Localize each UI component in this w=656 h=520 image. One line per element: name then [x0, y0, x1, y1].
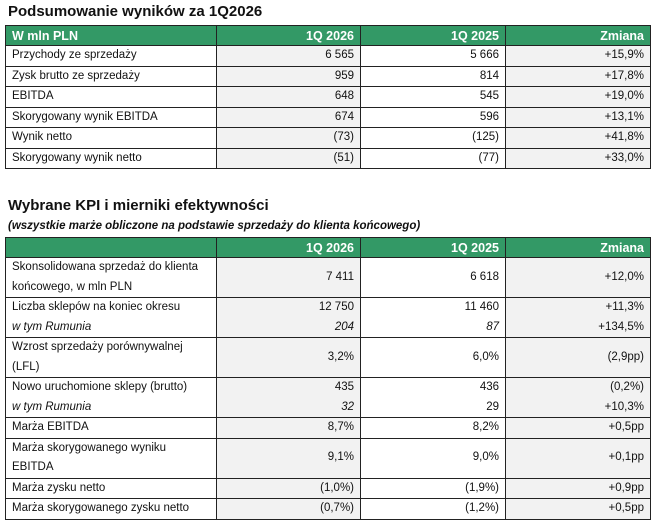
value-1q2026: 3,2%	[217, 338, 361, 378]
value-1q2025: (1,9%)	[361, 478, 506, 499]
value-change	[506, 378, 651, 418]
value-1q2026: (51)	[217, 148, 361, 169]
value-1q2026: 674	[217, 107, 361, 128]
row-label: Skorygowany wynik netto	[6, 148, 217, 169]
header-change: Zmiana	[506, 26, 651, 46]
row-label	[6, 258, 217, 298]
value-1q2026	[217, 378, 361, 418]
value-1q2026: (1,0%)	[217, 478, 361, 499]
value-1q2025	[361, 378, 506, 418]
value-1q2026: 9,1%	[217, 438, 361, 478]
row-label	[6, 438, 217, 478]
table-row	[6, 148, 651, 169]
value-change: +12,0%	[506, 258, 651, 298]
value-1q2025: 5 666	[361, 46, 506, 67]
row-label-line: końcowego, w mln PLN	[12, 280, 133, 293]
value-1q2026: 7 411	[217, 258, 361, 298]
summary-table	[5, 25, 651, 169]
value-main: 11 460	[464, 301, 499, 313]
header-unit: W mln PLN	[6, 26, 217, 46]
value-1q2025: 8,2%	[361, 418, 506, 439]
table-row	[6, 258, 651, 298]
value-1q2025: (125)	[361, 128, 506, 149]
value-1q2025: (77)	[361, 148, 506, 169]
value-main: 12 750	[318, 301, 354, 313]
table-row	[6, 438, 651, 478]
summary-title: Podsumowanie wyników za 1Q2026	[8, 3, 263, 20]
row-label: Marża zysku netto	[6, 478, 217, 499]
value-change: +19,0%	[506, 87, 651, 108]
row-label-line: Marża skorygowanego wyniku	[12, 441, 167, 454]
row-label	[6, 378, 217, 418]
value-change: +0,1pp	[506, 438, 651, 478]
value-1q2026: (73)	[217, 128, 361, 149]
value-1q2026: (0,7%)	[217, 499, 361, 520]
table-row	[6, 46, 651, 67]
value-romania: +134,5%	[598, 320, 644, 333]
value-change: +15,9%	[506, 46, 651, 67]
value-romania: 204	[334, 320, 354, 333]
value-1q2026: 6 565	[217, 46, 361, 67]
header-1q2026: 1Q 2026	[217, 238, 361, 258]
value-1q2025	[361, 298, 506, 338]
value-1q2025: 814	[361, 66, 506, 87]
table-row	[6, 66, 651, 87]
value-romania: +10,3%	[604, 400, 644, 413]
row-label-line: Skonsolidowana sprzedaż do klienta	[12, 261, 199, 273]
row-label	[6, 298, 217, 338]
row-sublabel-romania: w tym Rumunia	[12, 400, 92, 413]
row-label: Skorygowany wynik EBITDA	[6, 107, 217, 128]
value-change	[506, 298, 651, 338]
table-row	[6, 128, 651, 149]
table-row	[6, 87, 651, 108]
value-change: (2,9pp)	[506, 338, 651, 378]
value-1q2026: 648	[217, 87, 361, 108]
value-change: +33,0%	[506, 148, 651, 169]
row-label-line: Liczba sklepów na koniec okresu	[12, 301, 181, 313]
kpi-table	[5, 237, 651, 520]
value-main: 435	[334, 381, 354, 393]
header-blank	[6, 238, 217, 258]
value-1q2025: 596	[361, 107, 506, 128]
row-label: EBITDA	[6, 87, 217, 108]
value-1q2025: 6,0%	[361, 338, 506, 378]
row-label-line: (LFL)	[12, 360, 40, 373]
row-label-line: EBITDA	[12, 461, 54, 473]
value-change: +41,8%	[506, 128, 651, 149]
table-row	[6, 107, 651, 128]
row-label: Marża skorygowanego zysku netto	[6, 499, 217, 520]
row-label: Przychody ze sprzedaży	[6, 46, 217, 67]
value-main: 436	[479, 381, 499, 393]
value-1q2026: 8,7%	[217, 418, 361, 439]
value-change: +17,8%	[506, 66, 651, 87]
table-row	[6, 338, 651, 378]
value-change: +0,5pp	[506, 418, 651, 439]
value-1q2025: (1,2%)	[361, 499, 506, 520]
value-change: +13,1%	[506, 107, 651, 128]
value-romania: 29	[486, 400, 499, 413]
table-row	[6, 418, 651, 439]
row-label	[6, 338, 217, 378]
value-1q2026	[217, 298, 361, 338]
value-1q2026: 959	[217, 66, 361, 87]
kpi-subtitle: (wszystkie marże obliczone na podstawie sprzedaży do klienta końcowego)	[8, 220, 421, 232]
header-1q2025: 1Q 2025	[361, 26, 506, 46]
kpi-header-row	[6, 238, 651, 258]
value-romania: 87	[486, 320, 499, 333]
value-change: +0,9pp	[506, 478, 651, 499]
table-row	[6, 478, 651, 499]
row-label: Zysk brutto ze sprzedaży	[6, 66, 217, 87]
table-row	[6, 298, 651, 338]
kpi-title: Wybrane KPI i mierniki efektywności	[8, 197, 269, 214]
header-1q2026: 1Q 2026	[217, 26, 361, 46]
header-change: Zmiana	[506, 238, 651, 258]
table-row	[6, 378, 651, 418]
row-label: Wynik netto	[6, 128, 217, 149]
value-1q2025: 545	[361, 87, 506, 108]
value-change: +0,5pp	[506, 499, 651, 520]
value-1q2025: 9,0%	[361, 438, 506, 478]
value-1q2025: 6 618	[361, 258, 506, 298]
value-main: +11,3%	[605, 301, 644, 313]
row-label-line: Wzrost sprzedaży porównywalnej	[12, 341, 183, 353]
row-sublabel-romania: w tym Rumunia	[12, 320, 92, 333]
value-main: (0,2%)	[610, 381, 644, 393]
value-romania: 32	[341, 400, 354, 413]
row-label: Marża EBITDA	[6, 418, 217, 439]
row-label-line: Nowo uruchomione sklepy (brutto)	[12, 381, 188, 393]
table-row	[6, 499, 651, 520]
summary-header-row	[6, 26, 651, 46]
header-1q2025: 1Q 2025	[361, 238, 506, 258]
